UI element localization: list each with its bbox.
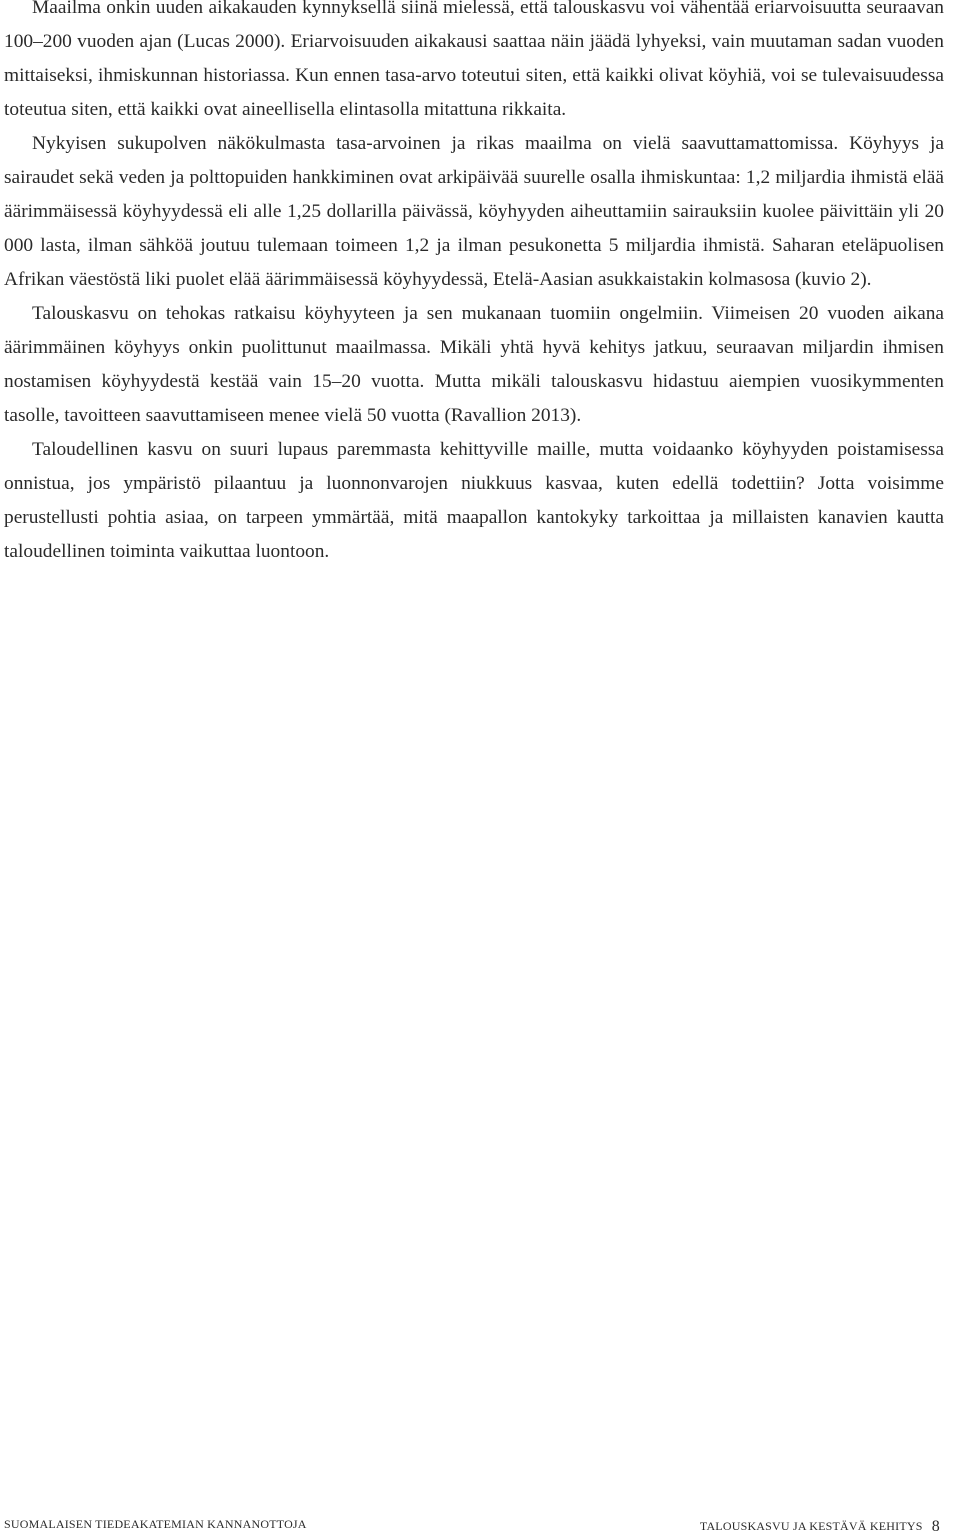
footer-publication-title: SUOMALAISEN TIEDEAKATEMIAN KANNANOTTOJA — [4, 1517, 307, 1531]
paragraph-2: Nykyisen sukupolven näkökulmasta tasa-arvoinen ja rikas maailma on vielä saavuttamattomissa. Köyhyys ja sairaudet sekä veden ja polttopuiden hankkiminen ovat arkipäivää suurelle osalla ihmiskuntaa: 1,2 miljardia ihmistä elää äärimmäisessä köyhyydessä eli alle 1,25 dollarilla päivässä, köyhyyden aiheuttamiin sairauksiin kuolee päivittäin yli 20 000 lasta, ilman sähköä joutuu tulemaan toimeen 1,2 ja ilman pesukonetta 5 miljardia ihmistä. Saharan eteläpuolisen Afrikan väestöstä liki puolet elää äärimmäisessä köyhyydessä, Etelä-Aasian asukkaistakin kolmasosa (kuvio 2). — [4, 133, 944, 290]
paragraph-3: Talouskasvu on tehokas ratkaisu köyhyyteen ja sen mukanaan tuomiin ongelmiin. Viimeisen 20 vuoden aikana äärimmäinen köyhyys onkin puolittunut maailmassa. Mikäli yhtä hyvä kehitys jatkuu, seuraavan miljardin ihmisen nostamisen köyhyydestä kestää vain 15–20 vuotta. Mutta mikäli talouskasvu hidastuu aiempien vuosikymmenten tasolle, tavoitteen saavuttamiseen menee vielä 50 vuotta (Ravallion 2013). — [4, 303, 944, 426]
paragraph-4: Taloudellinen kasvu on suuri lupaus paremmasta kehittyville maille, mutta voidaanko köyhyyden poistamisessa onnistua, jos ympäristö pilaantuu ja luonnonvarojen niukkuus kasvaa, kuten edellä todettiin? Jotta voisimme perustellusti pohtia asiaa, on tarpeen ymmärtää, mitä maapallon kantokyky tarkoittaa ja millaisten kanavien kautta taloudellinen toiminta vaikuttaa luontoon. — [4, 439, 944, 562]
page-body — [4, 0, 944, 569]
footer-right — [700, 1517, 940, 1535]
page-number: 8 — [931, 1518, 940, 1535]
paragraph-1: Maailma onkin uuden aikakauden kynnyksellä siinä mielessä, että talouskasvu voi vähentää eriarvoisuutta seuraavan 100–200 vuoden ajan (Lucas 2000). Eriarvoisuuden aikakausi saattaa näin jäädä lyhyeksi, vain muutaman sadan vuoden mittaiseksi, ihmiskunnan historiassa. Kun ennen tasa-arvo toteutui siten, että kaikki olivat köyhiä, voi se tulevaisuudessa toteutua siten, että kaikki ovat aineellisella elintasolla mitattuna rikkaita. — [4, 0, 944, 120]
footer-section-title: TALOUSKASVU JA KESTÄVÄ KEHITYS — [699, 1519, 923, 1533]
